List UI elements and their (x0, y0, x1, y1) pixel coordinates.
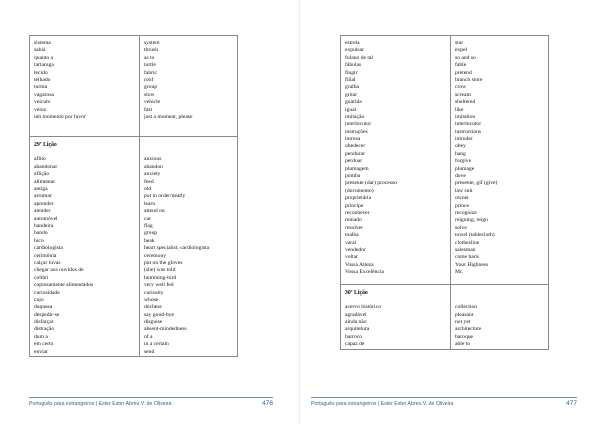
portuguese-term: imitação (345, 113, 365, 120)
portuguese-term: telhado (34, 76, 51, 83)
english-translation: reigning, reign (455, 217, 488, 224)
portuguese-term: aflição (34, 171, 50, 178)
portuguese-term: perdoar (345, 158, 363, 165)
portuguese-term: arquitetura (345, 326, 370, 333)
portuguese-term: enviar (34, 348, 48, 355)
portuguese-term: fulano de tal (345, 54, 373, 61)
portuguese-term: acervo histórico (345, 304, 381, 311)
portuguese-term: distração (34, 326, 55, 333)
english-translation: humming-bird (144, 274, 177, 281)
portuguese-term: dum a (34, 333, 48, 340)
table-section (30, 36, 237, 136)
page-number: 476 (261, 400, 273, 407)
portuguese-term: agradável (345, 311, 367, 318)
portuguese-term: varal (345, 239, 357, 246)
portuguese-term: voltar (345, 254, 359, 261)
english-translation: put on the gloves (144, 259, 183, 266)
english-translation: anxious (144, 156, 162, 163)
english-translation: absent-mindedness (144, 326, 187, 333)
portuguese-term: duquesa (34, 304, 53, 311)
portuguese-term: guarida (345, 99, 362, 106)
english-translation: instructions (455, 128, 482, 135)
english-translation: put in order/neatly (144, 193, 186, 200)
english-translation: in a certain (144, 341, 169, 348)
portuguese-term: aprender (34, 200, 54, 207)
portuguese-term: um momento por favor (34, 113, 86, 120)
portuguese-term: em certo (34, 341, 54, 348)
english-translation: beak (144, 237, 155, 244)
english-translation: of a (144, 333, 153, 340)
english-translation: interlocutor (455, 121, 482, 128)
english-translation: flag (144, 222, 153, 229)
english-translation: baroque (455, 333, 474, 340)
portuguese-term: quanto a (34, 54, 54, 61)
portuguese-term: chegar aos ouvidos de (34, 267, 84, 274)
portuguese-term: calçar luvas (34, 259, 61, 266)
english-translation: not yet (455, 319, 471, 326)
english-translation: old (144, 186, 152, 193)
portuguese-term: cujo (34, 296, 44, 303)
english-translation: thrush (144, 47, 158, 54)
english-translation: duchess (144, 304, 162, 311)
portuguese-term: reconhecer (345, 209, 370, 216)
vocabulary-table (340, 35, 549, 350)
portuguese-term: turma (34, 84, 48, 91)
portuguese-term: capaz de (345, 341, 365, 348)
portuguese-term: colibri (34, 274, 49, 281)
vocabulary-table (29, 35, 238, 357)
portuguese-term: príncipe (345, 202, 364, 209)
portuguese-term: resolver (345, 224, 364, 231)
english-translation: prince (455, 202, 469, 209)
portuguese-term: presente (dar) processo (345, 180, 397, 187)
portuguese-term: reinado (345, 217, 362, 224)
portuguese-term: cerimônia (34, 252, 57, 259)
footer-text: Português para estrangeiros | Ester Ester Abreu V. de Oliveira (29, 401, 172, 407)
portuguese-term: disfarçar (34, 319, 54, 326)
portuguese-term: plumagem (345, 165, 369, 172)
portuguese-term: pendurar (345, 150, 365, 157)
portuguese-term: Vossa Excelência (345, 269, 384, 276)
english-translation: hang (455, 150, 466, 157)
english-translation: plumage (455, 165, 475, 172)
english-translation: group (144, 230, 158, 237)
english-translation: fast (144, 106, 153, 113)
footer-text: Português para estrangeiros | Ester Ester Abreu V. de Oliveira (311, 401, 454, 407)
english-translation: vehicle (144, 99, 161, 106)
portuguese-column (30, 137, 140, 356)
portuguese-column (341, 36, 451, 284)
english-translation: salesman (455, 246, 476, 253)
portuguese-term: tartaruga (34, 62, 54, 69)
english-translation: crow (455, 84, 467, 91)
english-translation: Your Highness (455, 261, 489, 268)
portuguese-term: alimentar (34, 178, 56, 185)
english-translation: slow (144, 91, 155, 98)
english-translation: group (144, 84, 158, 91)
english-column (451, 36, 548, 284)
english-translation: fabric (144, 69, 158, 76)
portuguese-term: igual (345, 106, 357, 113)
portuguese-term: interlocutor (345, 121, 372, 128)
english-translation: towel (tablecloth) (455, 232, 495, 239)
portuguese-term: despedir-se (34, 311, 60, 318)
portuguese-term: pomba (345, 173, 361, 180)
english-translation: law suit (455, 187, 473, 194)
english-translation: say good-bye (144, 311, 174, 318)
english-translation: curiosity (144, 289, 164, 296)
english-translation: pleasant (455, 311, 474, 318)
english-translation: clothesline (455, 239, 480, 246)
english-translation: disguise (144, 319, 163, 326)
english-column (140, 36, 237, 136)
english-translation: collection (455, 304, 478, 311)
english-translation: just a moment, please (144, 113, 193, 120)
english-translation: recognize (455, 209, 477, 216)
english-translation: obey (455, 143, 466, 150)
page-footer (29, 397, 273, 410)
portuguese-term: expulsar (345, 47, 364, 54)
portuguese-term: ainda não (345, 319, 367, 326)
english-translation: imitation (455, 113, 476, 120)
portuguese-term: toalha (345, 232, 359, 239)
page-number: 477 (565, 400, 577, 407)
english-translation: send (144, 348, 155, 355)
english-translation: (she) was told (144, 267, 176, 274)
portuguese-term: tecido (34, 69, 48, 76)
portuguese-term: instruções (345, 128, 368, 135)
english-translation: fable (455, 62, 467, 69)
page-footer (311, 397, 577, 410)
english-translation: learn (144, 200, 156, 207)
english-column (140, 137, 237, 356)
english-translation: sheltered (455, 99, 476, 106)
english-translation: so and so (455, 54, 476, 61)
portuguese-term: estrela (345, 40, 360, 46)
portuguese-term: vendedor (345, 246, 366, 253)
english-translation: able to (455, 341, 471, 348)
portuguese-term: antiga (34, 186, 48, 193)
english-translation: presente, gif (give) (455, 180, 498, 187)
english-translation: expel (455, 47, 468, 54)
english-translation: ceremony (144, 252, 167, 259)
table-section-lesson-29 (30, 136, 237, 356)
english-translation: branch store (455, 76, 483, 83)
english-translation: heart specialist, cardiologista (144, 245, 210, 252)
english-translation: feed (144, 178, 154, 185)
english-translation: Mr. (455, 269, 463, 276)
lesson-title: 30ª Lição (345, 289, 368, 296)
portuguese-term: proprietária (345, 195, 372, 202)
english-translation: abandon (144, 163, 163, 170)
english-translation: very well fed (144, 282, 174, 289)
portuguese-term: bandeira (34, 222, 54, 229)
portuguese-term: sabiá (34, 47, 46, 54)
english-translation: car (144, 215, 151, 222)
english-translation: come back (455, 254, 480, 261)
portuguese-term: barroco (345, 333, 363, 340)
portuguese-term: bando (34, 230, 48, 237)
english-translation: roof (144, 76, 154, 83)
english-column (451, 285, 548, 349)
portuguese-term: atender (34, 208, 51, 215)
english-translation: whose (144, 296, 159, 303)
english-translation: solve (455, 224, 467, 231)
portuguese-term: abandonar (34, 163, 58, 170)
portuguese-term: filial (345, 76, 356, 83)
english-translation: owner (455, 195, 469, 202)
portuguese-term: (documento) (345, 187, 374, 194)
english-translation: attend on (144, 208, 165, 215)
english-translation: like (455, 106, 464, 113)
portuguese-term: veloz (34, 106, 47, 113)
table-section (341, 36, 548, 284)
portuguese-term: aflito (34, 156, 46, 163)
portuguese-term: fingir (345, 69, 358, 76)
portuguese-term: bico (34, 237, 44, 244)
portuguese-term: copiosamente alimentados (34, 282, 94, 289)
english-translation: anxiety (144, 171, 161, 178)
table-section-lesson-30 (341, 284, 548, 349)
portuguese-term: cardiologista (34, 245, 63, 252)
english-translation: dove (455, 173, 466, 180)
portuguese-term: fábulas (345, 62, 362, 69)
portuguese-column (341, 285, 451, 349)
lesson-title: 29ª Lição (34, 142, 57, 149)
portuguese-term: arrumar (34, 193, 52, 200)
english-translation: pretend (455, 69, 472, 76)
english-translation: intruder (455, 136, 473, 143)
portuguese-term: Vossa Alteza (345, 261, 374, 268)
english-translation: star (455, 40, 464, 46)
english-translation: turtle (144, 62, 156, 69)
portuguese-term: veículo (34, 99, 51, 106)
english-translation: system (144, 40, 160, 46)
portuguese-term: sistema (34, 40, 51, 46)
portuguese-term: intrusa (345, 136, 361, 143)
english-translation: architecture (455, 326, 482, 333)
portuguese-term: automóvel (34, 215, 58, 222)
portuguese-column (30, 36, 140, 136)
portuguese-term: obedecer (345, 143, 366, 150)
portuguese-term: gralha (345, 84, 359, 91)
portuguese-term: gritar (345, 91, 358, 98)
english-translation: as to (144, 54, 155, 61)
portuguese-term: vagarosa (34, 91, 54, 98)
portuguese-term: curiosidade (34, 289, 60, 296)
english-translation: forgive (455, 158, 472, 165)
english-translation: scream (455, 91, 471, 98)
